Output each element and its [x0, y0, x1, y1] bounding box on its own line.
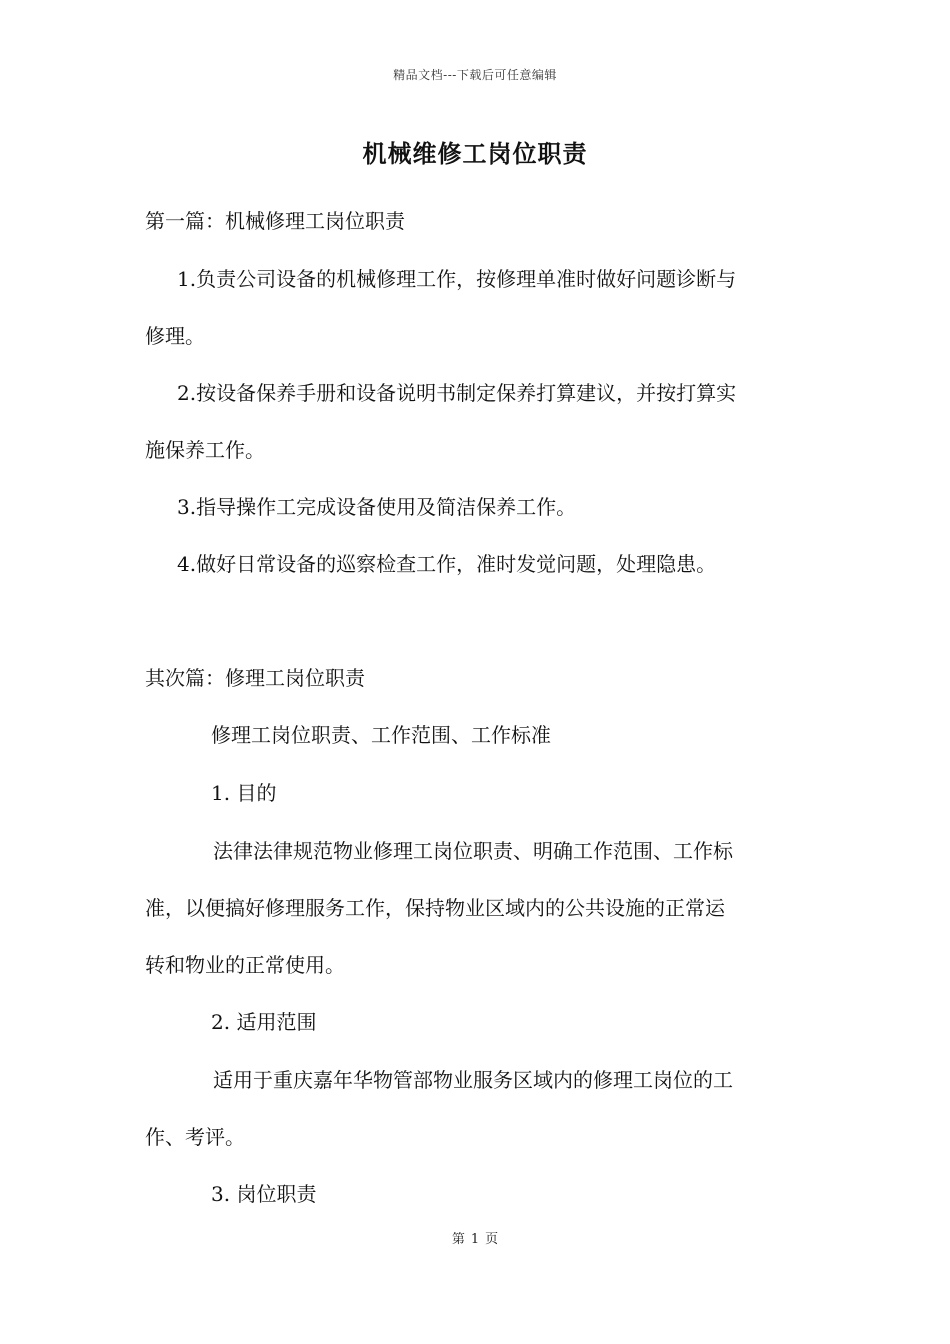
s2-subtitle: 修理工岗位职责、工作范围、工作标准 [211, 723, 551, 747]
document-title: 机械维修工岗位职责 [362, 139, 588, 168]
s1-item4: 4.做好日常设备的巡察检查工作，准时发觉问题，处理隐患。 [177, 552, 717, 576]
s2-heading-scope: 2. 适用范围 [211, 1010, 317, 1034]
s1-item2-line1: 2.按设备保养手册和设备说明书制定保养打算建议，并按打算实 [177, 381, 737, 405]
s2-para2-line2: 作、考评。 [145, 1125, 245, 1149]
s2-heading-purpose: 1. 目的 [211, 781, 277, 805]
s1-item3: 3.指导操作工完成设备使用及简洁保养工作。 [177, 495, 577, 519]
s1-item1-line1: 1.负责公司设备的机械修理工作，按修理单准时做好问题诊断与 [177, 267, 737, 291]
s2-para1-line1: 法律法律规范物业修理工岗位职责、明确工作范围、工作标 [213, 839, 733, 863]
s2-para1-line3: 转和物业的正常使用。 [145, 953, 345, 977]
page-header: 精品文档---下载后可任意编辑 [393, 68, 557, 82]
s1-item1-line2: 修理。 [145, 324, 205, 348]
page-number: 1 [470, 1232, 480, 1247]
s2-para2-line1: 适用于重庆嘉年华物管部物业服务区域内的修理工岗位的工 [213, 1068, 733, 1092]
footer-suffix: 页 [485, 1232, 499, 1247]
footer-prefix: 第 [451, 1232, 465, 1247]
s2-heading-duties: 3. 岗位职责 [211, 1182, 317, 1206]
s2-para1-line2: 准，以便搞好修理服务工作，保持物业区域内的公共设施的正常运 [145, 896, 725, 920]
section2-heading: 其次篇：修理工岗位职责 [145, 666, 365, 690]
page-footer [0, 1228, 950, 1247]
s1-item2-line2: 施保养工作。 [145, 438, 265, 462]
section1-heading: 第一篇：机械修理工岗位职责 [145, 209, 405, 233]
